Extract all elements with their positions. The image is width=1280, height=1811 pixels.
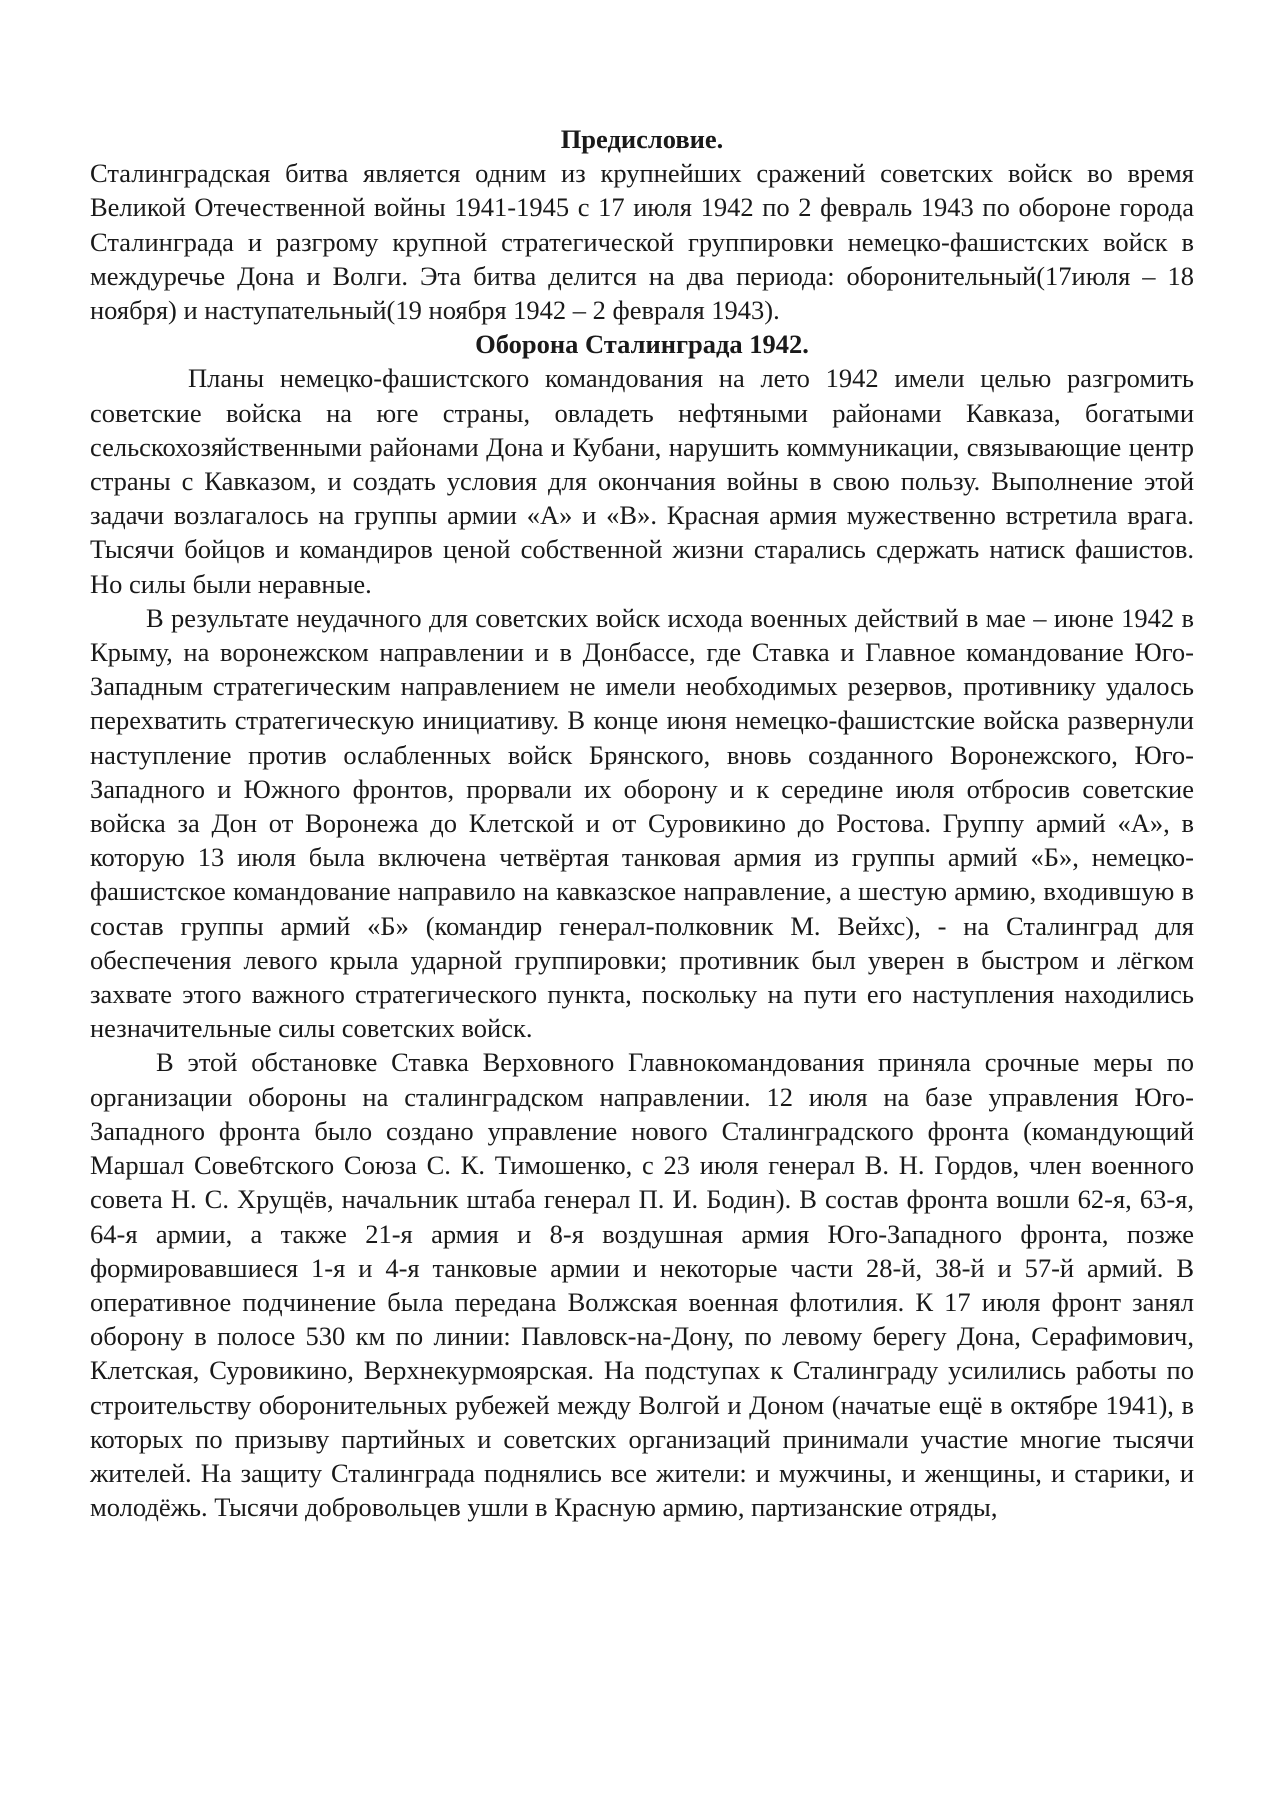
document-page bbox=[90, 122, 1194, 1524]
defense-paragraph-2: В результате неудачного для советских войск исхода военных действий в мае – июне 1942 в Крыму, на воронежском направлении и в Донбассе, где Ставка и Главное командование Юго-Западным стратегическим направлением не имели необходимых резервов, противнику удалось перехватить стратегическую инициативу. В конце июня немецко-фашистские войска развернули наступление против ослабленных войск Брянского, вновь созданного Воронежского, Юго-Западного и Южного фронтов, прорвали их оборону и к середине июля отбросив советские войска за Дон от Воронежа до Клетской и от Суровикино до Ростова. Группу армий «А», в которую 13 июля была включена четвёртая танковая армия из группы армий «Б», немецко-фашистское командование направило на кавказское направление, а шестую армию, входившую в состав группы армий «Б» (командир генерал-полковник М. Вейхс), - на Сталинград для обеспечения левого крыла ударной группировки; противник был уверен в быстром и лёгком захвате этого важного стратегического пункта, поскольку на пути его наступления находились незначительные силы советских войск. bbox=[90, 602, 1194, 1044]
preface-heading: Предисловие. bbox=[560, 124, 724, 154]
defense-paragraph-1: Планы немецко-фашистского командования на лето 1942 имели целью разгромить советские войска на юге страны, овладеть нефтяными районами Кавказа, богатыми сельскохозяйственными районами Дона и Кубани, нарушить коммуникации, связывающие центр страны с Кавказом, и создать условия для окончания войны в свою пользу. Выполнение этой задачи возлагалось на группы армии «А» и «В». Красная армия мужественно встретила врага. Тысячи бойцов и командиров ценой собственной жизни старались сдержать натиск фашистов. Но силы были неравные. bbox=[90, 363, 1194, 599]
defense-paragraph-3: В этой обстановке Ставка Верховного Главнокомандования приняла срочные меры по организации обороны на сталинградском направлении. 12 июля на базе управления Юго-Западного фронта было создано управление нового Сталинградского фронта (командующий Маршал Сове6тского Союза С. К. Тимошенко, с 23 июля генерал В. Н. Гордов, член военного совета Н. С. Хрущёв, начальник штаба генерал П. И. Бодин). В состав фронта вошли 62-я, 63-я, 64-я армии, а также 21-я армия и 8-я воздушная армия Юго-Западного фронта, позже формировавшиеся 1-я и 4-я танковые армии и некоторые части 28-й, 38-й и 57-й армий. В оперативное подчинение была передана Волжская военная флотилия. К 17 июля фронт занял оборону в полосе 530 км по линии: Павловск-на-Дону, по левому берегу Дона, Серафимович, Клетская, Суровикино, Верхнекурмоярская. На подступах к Сталинграду усилились работы по строительству оборонительных рубежей между Волгой и Доном (начатые ещё в октябре 1941), в которых по призыву партийных и советских организаций принимали участие многие тысячи жителей. На защиту Сталинграда поднялись все жители: и мужчины, и женщины, и старики, и молодёжь. Тысячи добровольцев ушли в Красную армию, партизанские отряды, bbox=[90, 1047, 1194, 1523]
preface-paragraph: Сталинградская битва является одним из крупнейших сражений советских войск во время Великой Отечественной войны 1941-1945 с 17 июля 1942 по 2 февраль 1943 по обороне города Сталинграда и разгрому крупной стратегической группировки немецко-фашистских войск в междуречье Дона и Волги. Эта битва делится на два периода: оборонительный(17июля – 18 ноября) и наступательный(19 ноября 1942 – 2 февраля 1943). bbox=[90, 158, 1194, 326]
defense-heading: Оборона Сталинграда 1942. bbox=[475, 329, 809, 360]
